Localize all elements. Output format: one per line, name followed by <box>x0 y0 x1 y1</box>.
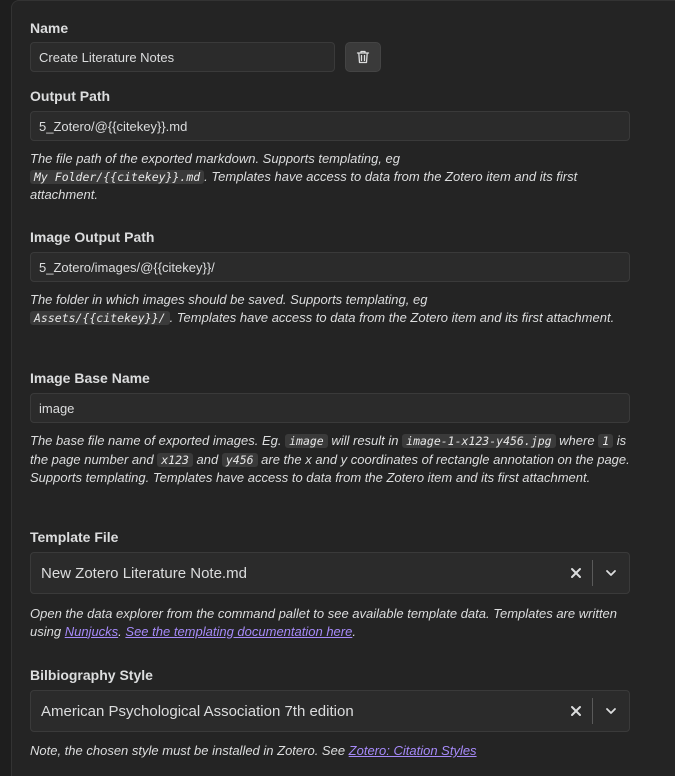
template-file-description: Open the data explorer from the command pallet to see available template data. Templates are written using Nunjucks. See the templating documentation here. <box>30 606 618 639</box>
template-file-label: Template File <box>30 529 119 545</box>
chevron-down-icon <box>605 567 617 579</box>
output-path-input[interactable] <box>30 111 630 141</box>
trash-icon <box>355 49 371 65</box>
image-output-path-label: Image Output Path <box>30 229 155 245</box>
code-snippet: image <box>285 434 328 448</box>
template-file-clear-button[interactable] <box>560 553 592 593</box>
delete-button[interactable] <box>345 42 381 72</box>
name-input[interactable] <box>30 42 335 72</box>
image-base-name-label: Image Base Name <box>30 370 150 386</box>
template-file-select[interactable] <box>30 552 630 594</box>
nunjucks-link[interactable]: Nunjucks <box>64 623 119 639</box>
bibliography-style-description: Note, the chosen style must be installed in Zotero. See Zotero: Citation Styles <box>30 743 477 758</box>
close-icon <box>570 567 582 579</box>
templating-docs-link[interactable]: See the templating documentation here <box>125 623 353 639</box>
code-snippet: My Folder/{{citekey}}.md <box>30 170 204 184</box>
template-file-dropdown-toggle[interactable] <box>593 553 629 593</box>
bibliography-style-label: Bilbiography Style <box>30 667 153 683</box>
chevron-down-icon <box>605 705 617 717</box>
zotero-citation-styles-link[interactable]: Zotero: Citation Styles <box>348 743 477 758</box>
bibliography-style-clear-button[interactable] <box>560 691 592 731</box>
settings-panel <box>11 0 675 776</box>
image-output-path-description: The folder in which images should be saved. Supports templating, eg Assets/{{citekey}}/ . Templates have access to data from the Zotero item and its first attachment. <box>30 292 615 325</box>
code-snippet: x123 <box>157 453 193 467</box>
image-base-name-input[interactable] <box>30 393 630 423</box>
image-base-name-description: The base file name of exported images. Eg. image will result in image-1-x123-y456.jpg where 1 is the page number and x123 and y456 are the x and y coordinates of rectangle annotation on the page. Supports templating. Templates have access to data from the Zotero item and its first attachment. <box>30 433 630 485</box>
bibliography-style-select[interactable] <box>30 690 630 732</box>
close-icon <box>570 705 582 717</box>
bibliography-style-value: American Psychological Association 7th edition <box>41 702 354 720</box>
code-snippet: Assets/{{citekey}}/ <box>30 311 170 325</box>
code-snippet: image-1-x123-y456.jpg <box>402 434 555 448</box>
bibliography-style-dropdown-toggle[interactable] <box>593 691 629 731</box>
template-file-value: New Zotero Literature Note.md <box>41 564 247 582</box>
code-snippet: y456 <box>222 453 258 467</box>
code-snippet: 1 <box>598 434 613 448</box>
image-output-path-input[interactable] <box>30 252 630 282</box>
output-path-label: Output Path <box>30 88 111 104</box>
name-label: Name <box>30 20 69 36</box>
output-path-description: The file path of the exported markdown. Supports templating, eg My Folder/{{citekey}}.md . Templates have access to data from the Zotero item and its first attachment. <box>30 151 578 202</box>
